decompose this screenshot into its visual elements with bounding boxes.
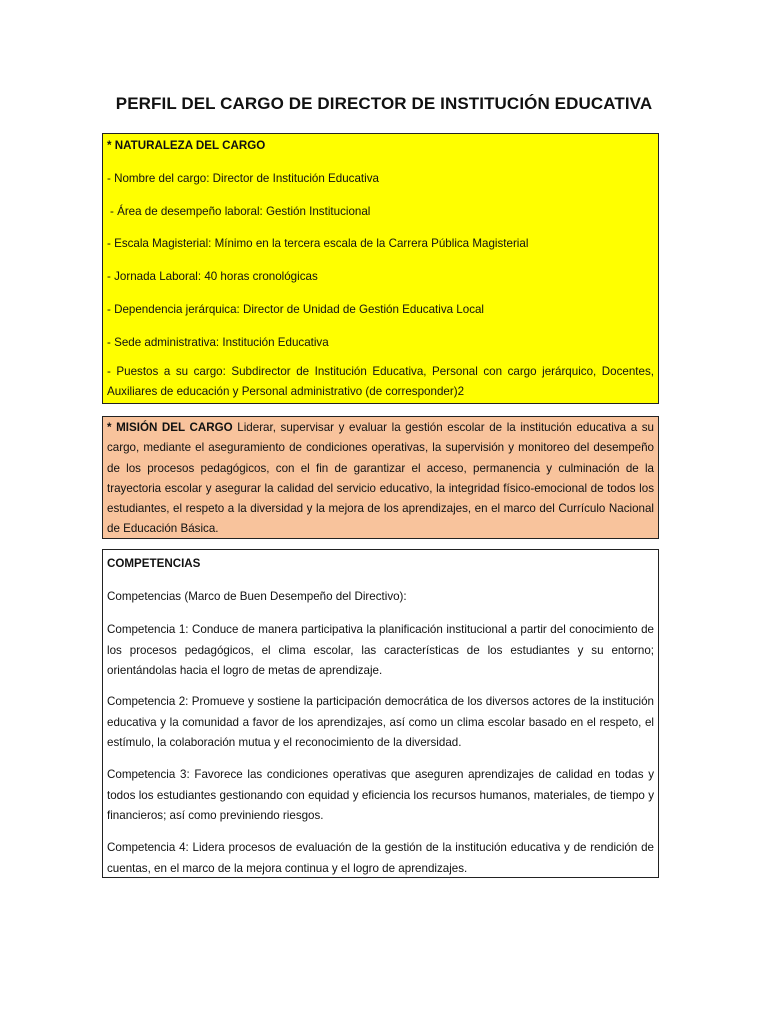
competencias-box: [102, 549, 659, 878]
competencia-2: Competencia 2: Promueve y sostiene la participación democrática de los diversos actores de la institución educativa y la comunidad a favor de los aprendizajes, así como un clima escolar basado en el respeto, el estímulo, la colaboración mutua y el reconocimiento de la diversidad.: [107, 695, 654, 749]
competencia-4: Competencia 4: Lidera procesos de evaluación de la gestión de la institución educativa y de rendición de cuentas, en el marco de la mejora continua y el logro de aprendizajes.: [107, 841, 654, 875]
competencia-1: Competencia 1: Conduce de manera participativa la planificación institucional a partir del conocimiento de los procesos pedagógicos, el clima escolar, las características de los estudiantes y su entorno; orientándolas hacia el logro de metas de aprendizaje.: [107, 623, 654, 677]
mision-heading: * MISIÓN DEL CARGO: [107, 421, 233, 434]
mision-paragraph: [107, 418, 654, 540]
dependencia-jerarquica: - Dependencia jerárquica: Director de Unidad de Gestión Educativa Local: [107, 303, 485, 316]
competencia-3: Competencia 3: Favorece las condiciones operativas que aseguren aprendizajes de calidad en todas y todos los estudiantes gestionando con equidad y eficiencia los recursos humanos, materiales, de tiempo y financieros; así como previniendo riesgos.: [107, 768, 654, 822]
naturaleza-box: [102, 133, 659, 404]
puestos-cargo: - Puestos a su cargo: Subdirector de Institución Educativa, Personal con cargo jerárquico, Docentes, Auxiliares de educación y Personal administrativo (de corresponder)2: [107, 365, 654, 398]
escala-magisterial: - Escala Magisterial: Mínimo en la tercera escala de la Carrera Pública Magisterial: [107, 237, 529, 250]
naturaleza-heading: * NATURALEZA DEL CARGO: [107, 139, 266, 152]
page-title: PERFIL DEL CARGO DE DIRECTOR DE INSTITUCIÓN EDUCATIVA: [115, 94, 653, 113]
jornada-laboral: - Jornada Laboral: 40 horas cronológicas: [107, 270, 318, 283]
competencias-heading: COMPETENCIAS: [107, 557, 201, 570]
mision-box: [102, 416, 659, 539]
area-desempeno: - Área de desempeño laboral: Gestión Institucional: [110, 205, 371, 218]
competencias-intro: Competencias (Marco de Buen Desempeño del Directivo):: [107, 590, 407, 603]
sede-administrativa: - Sede administrativa: Institución Educativa: [107, 336, 329, 349]
mision-text: Liderar, supervisar y evaluar la gestión escolar de la institución educativa a su cargo, mediante el aseguramiento de condiciones operativas, la supervisión y monitoreo del desempeño de los procesos pedagógicos, con el fin de garantizar el acceso, permanencia y culminación de la trayectoria escolar y asegurar la calidad del servicio educativo, la integridad físico-emocional de todos los estudiantes, el respeto a la diversidad y la mejora de los aprendizajes, en el marco del Currículo Nacional de Educación Básica.: [107, 421, 654, 536]
nombre-cargo: - Nombre del cargo: Director de Institución Educativa: [107, 172, 379, 185]
